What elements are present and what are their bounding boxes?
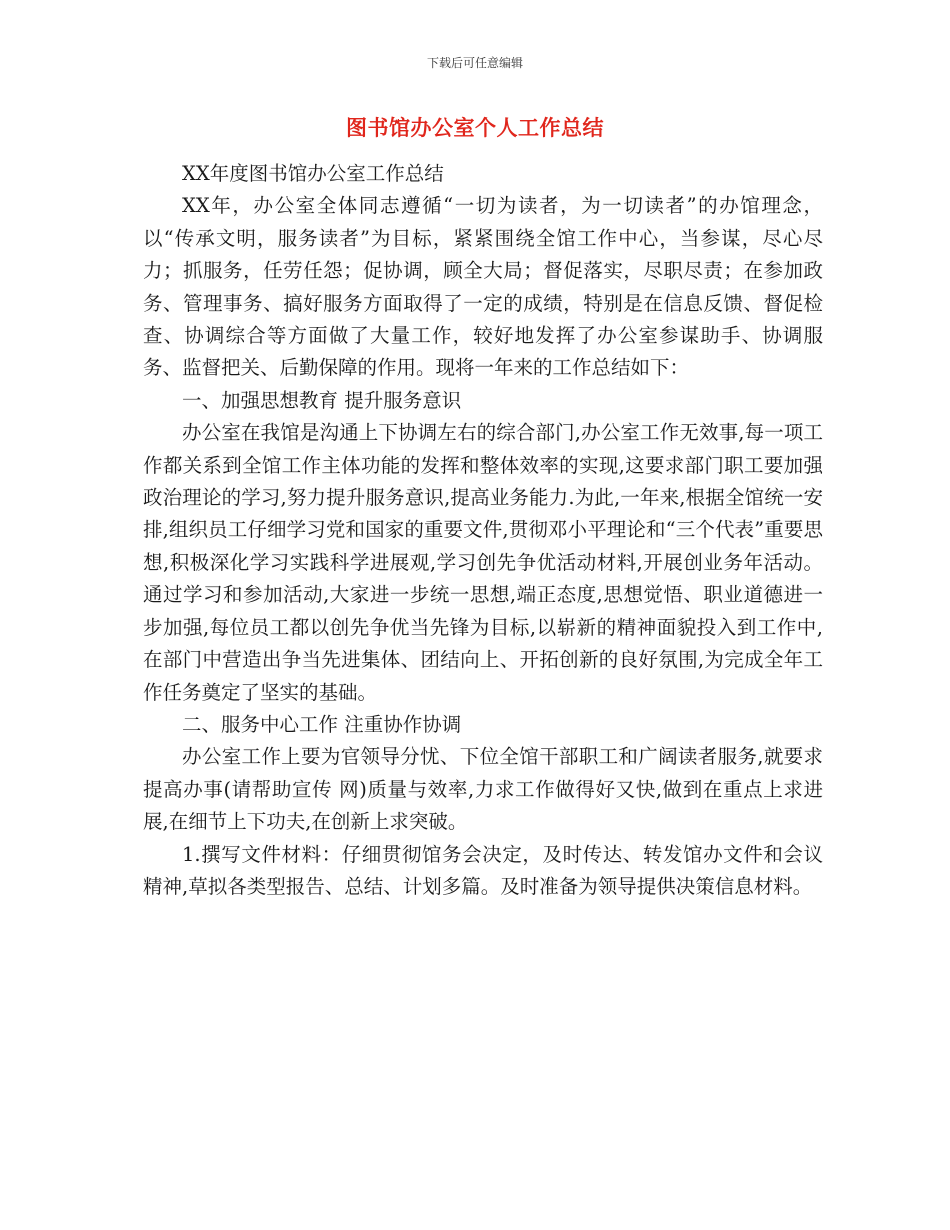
section-1-paragraph: 办公室在我馆是沟通上下协调左右的综合部门,办公室工作无效事,每一项工作都关系到全馆工作主体功能的发挥和整体效率的实现,这要求部门职工要加强政治理论的学习,努力提升服务意识,提高业务能力.为此,一年来,根据全馆统一安排,组织员工仔细学习党和国家的重要文件,贯彻邓小平理论和“三个代表”重要思想,积极深化学习实践科学进展观,学习创先争优活动材料,开展创业务年活动。通过学习和参加活动,大家进一步统一思想,端正态度,思想觉悟、职业道德进一步加强,每位员工都以创先争优当先锋为目标,以崭新的精神面貌投入到工作中,在部门中营造出争当先进集体、团结向上、开拓创新的良好氛围,为完成全年工作任务奠定了坚实的基础。 — [143, 421, 823, 704]
section-heading-1: 一、加强思想教育 提升服务意识 — [182, 388, 462, 412]
section-2-paragraph: 办公室工作上要为官领导分忧、下位全馆干部职工和广阔读者服务,就要求提高办事(请帮助宣传 网)质量与效率,力求工作做得好又快,做到在重点上求进展,在细节上下功夫,在创新上求突破。 — [143, 745, 823, 834]
document-title: 图书馆办公室个人工作总结 — [346, 115, 604, 140]
subtitle-paragraph: XX年度图书馆办公室工作总结 — [182, 162, 444, 185]
list-item-1: 1.撰写文件材料：仔细贯彻馆务会决定，及时传达、转发馆办文件和会议精神,草拟各类型报告、总结、计划多篇。及时准备为领导提供决策信息材料。 — [143, 842, 823, 898]
document-body — [143, 158, 823, 903]
intro-paragraph: XX年，办公室全体同志遵循“一切为读者，为一切读者”的办馆理念，以“传承文明，服务读者”为目标，紧紧围绕全馆工作中心，当参谋，尽心尽力；抓服务，任劳任怨；促协调，顾全大局；督促落实，尽职尽责；在参加政务、管理事务、搞好服务方面取得了一定的成绩，特别是在信息反馈、督促检查、协调综合等方面做了大量工作，较好地发挥了办公室参谋助手、协调服务、监督把关、后勤保障的作用。现将一年来的工作总结如下： — [143, 194, 823, 380]
header-note: 下载后可任意编辑 — [426, 56, 523, 70]
section-heading-2: 二、服务中心工作 注重协作协调 — [182, 712, 462, 736]
